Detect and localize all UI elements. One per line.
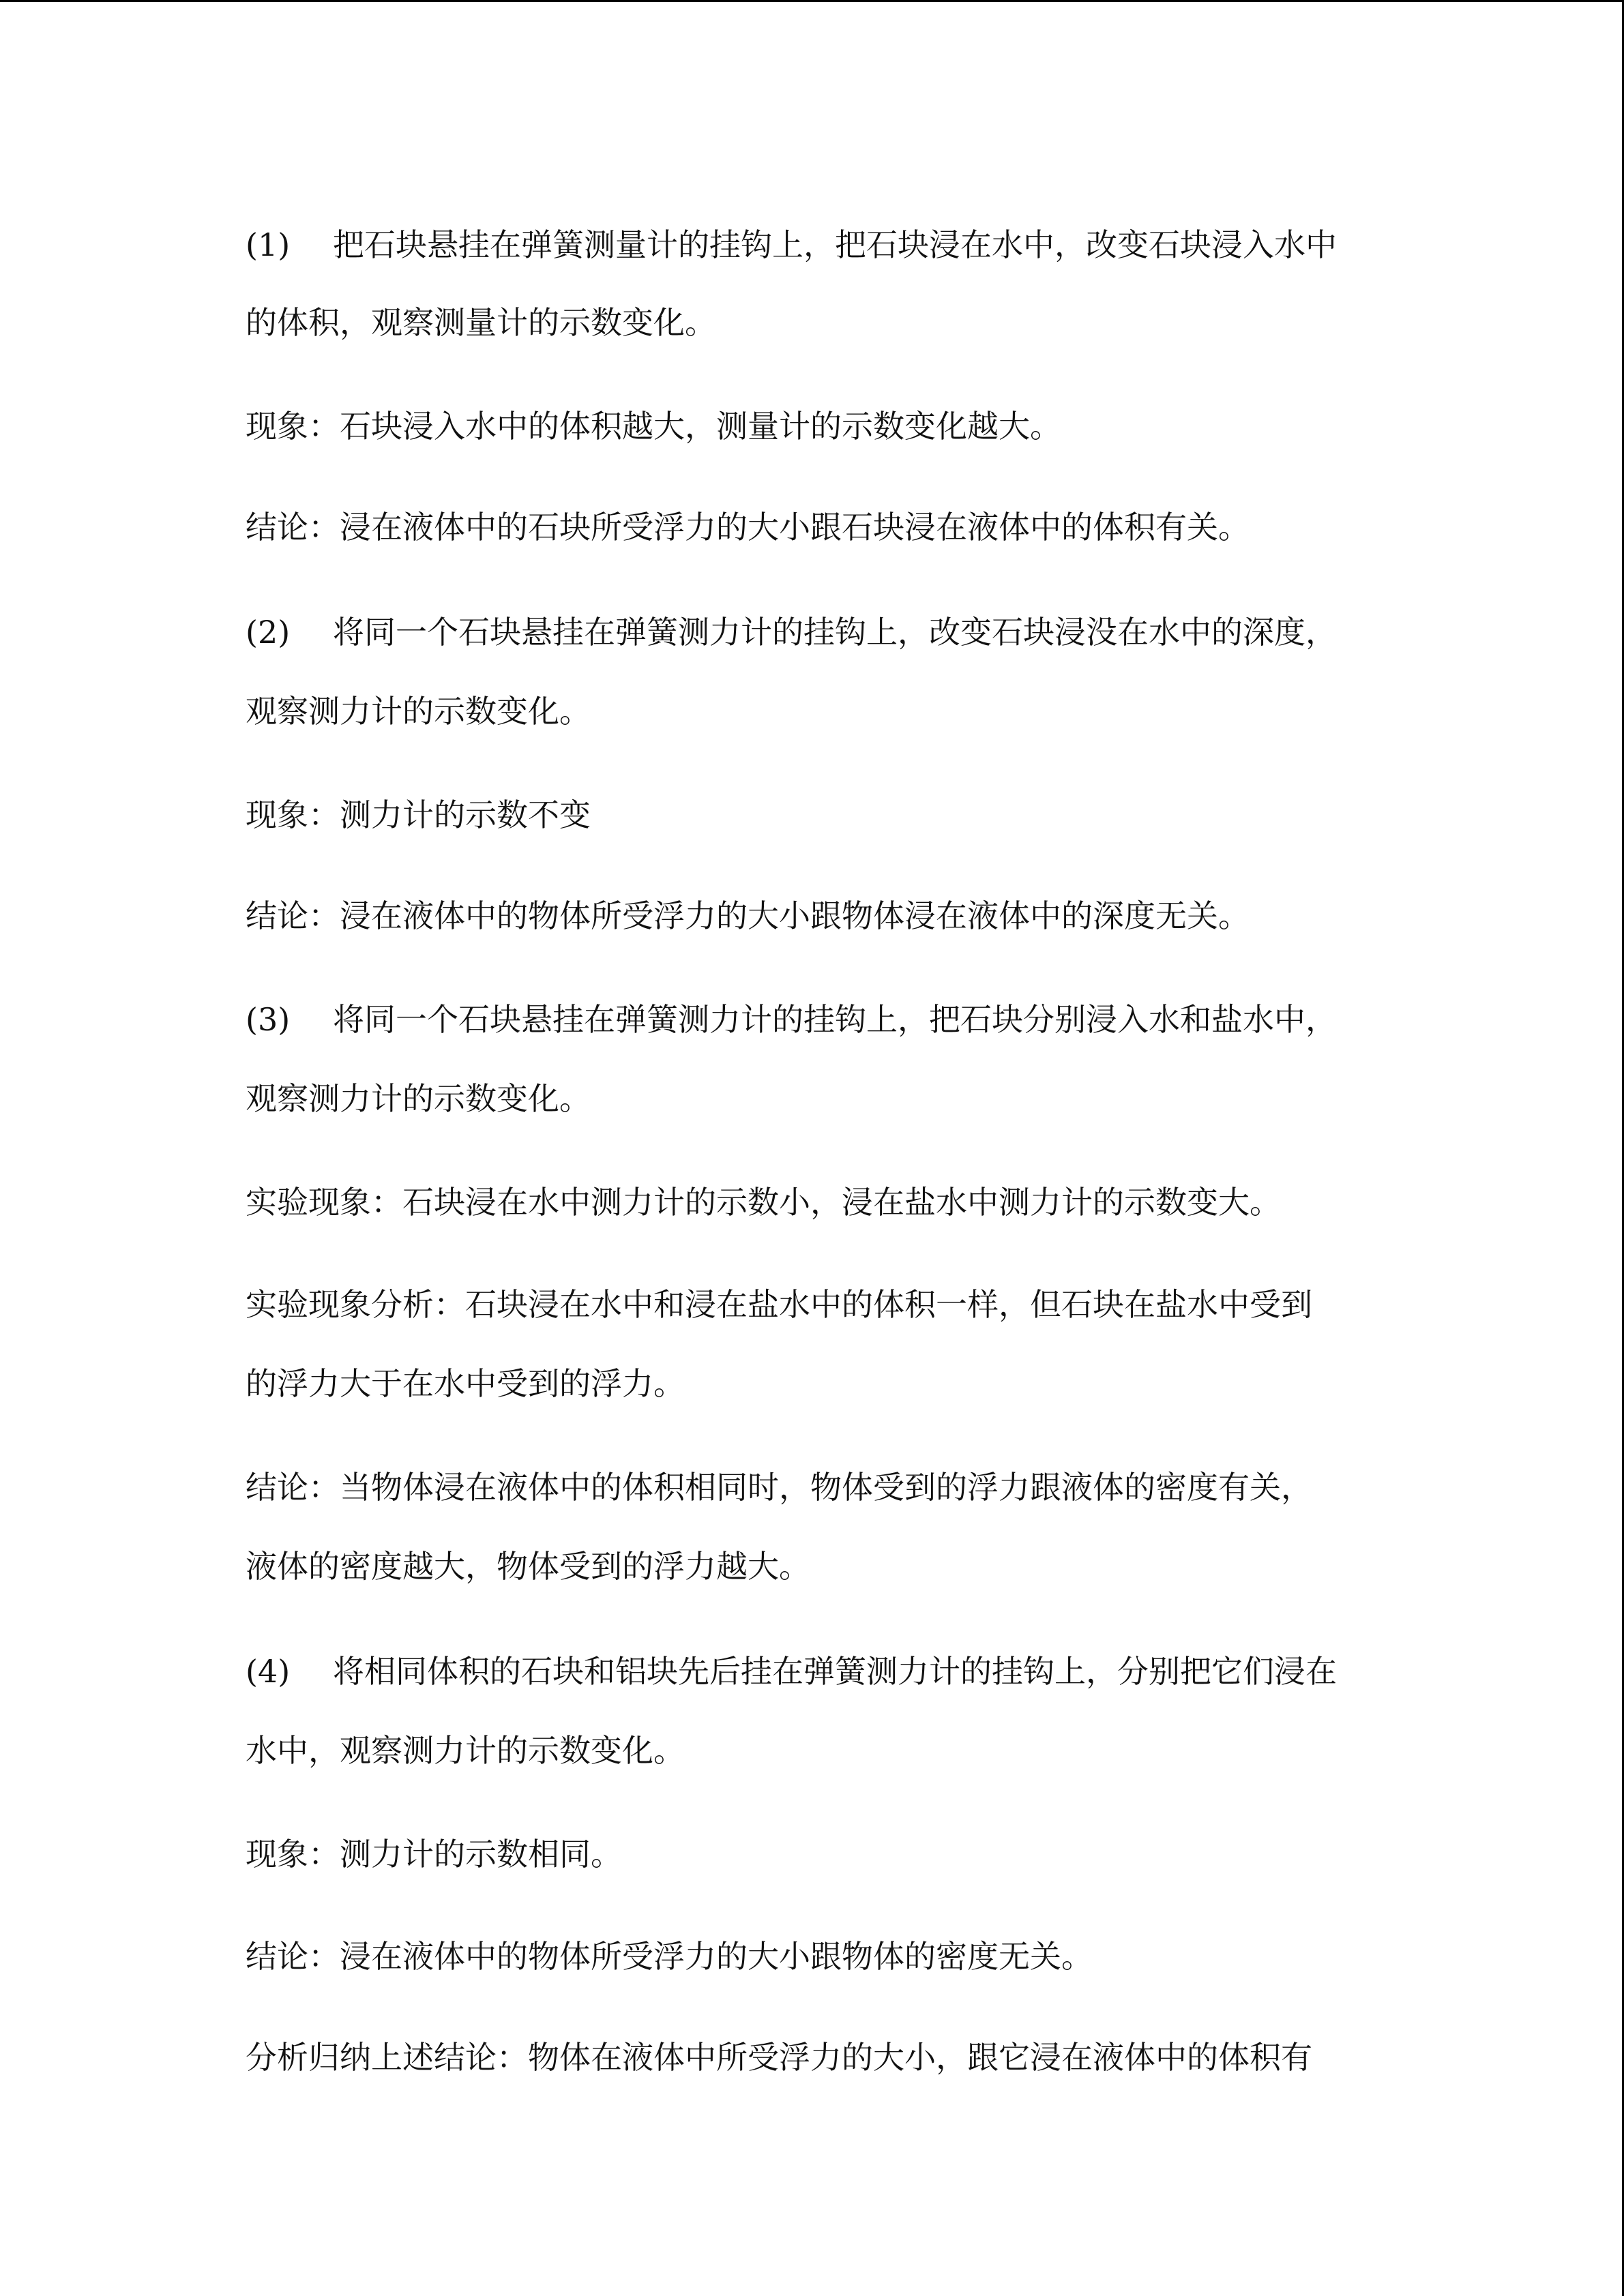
paragraph-text: 将同一个石块悬挂在弹簧测力计的挂钩上，改变石块浸没在水中的深度， xyxy=(333,614,1337,651)
paragraph-line xyxy=(246,1184,1419,1221)
paragraph-line xyxy=(246,1836,1419,1873)
paragraph-text: 观察测力计的示数变化。 xyxy=(246,1080,591,1117)
observation-text: 现象：石块浸入水中的体积越大，测量计的示数变化越大。 xyxy=(246,408,1061,445)
conclusion-text: 结论：浸在液体中的石块所受浮力的大小跟石块浸在液体中的体积有关。 xyxy=(246,509,1250,546)
conclusion-text: 液体的密度越大，物体受到的浮力越大。 xyxy=(246,1548,810,1585)
item-number: (2) xyxy=(246,614,291,651)
analysis-text: 的浮力大于在水中受到的浮力。 xyxy=(246,1365,685,1402)
observation-text: 现象：测力计的示数不变 xyxy=(246,796,591,833)
paragraph-line xyxy=(246,1653,1419,1690)
paragraph-line xyxy=(246,2039,1419,2076)
paragraph-line xyxy=(246,226,1419,263)
observation-text: 现象：测力计的示数相同。 xyxy=(246,1836,622,1873)
paragraph-line xyxy=(246,1365,1419,1402)
item-number: (4) xyxy=(246,1653,291,1690)
paragraph-line xyxy=(246,1732,1419,1769)
conclusion-text: 结论：浸在液体中的物体所受浮力的大小跟物体的密度无关。 xyxy=(246,1938,1093,1975)
paragraph-line xyxy=(246,614,1419,651)
paragraph-line xyxy=(246,1548,1419,1585)
paragraph-line xyxy=(246,1469,1419,1506)
paragraph-line xyxy=(246,1080,1419,1117)
paragraph-line xyxy=(246,304,1419,341)
conclusion-text: 结论：当物体浸在液体中的体积相同时，物体受到的浮力跟液体的密度有关， xyxy=(246,1469,1312,1506)
paragraph-line xyxy=(246,1001,1419,1038)
paragraph-text: 将相同体积的石块和铝块先后挂在弹簧测力计的挂钩上，分别把它们浸在 xyxy=(333,1653,1337,1690)
paragraph-line xyxy=(246,1286,1419,1323)
paragraph-line xyxy=(246,897,1419,934)
paragraph-line xyxy=(246,509,1419,546)
paragraph-text: 的体积，观察测量计的示数变化。 xyxy=(246,304,716,341)
page-top-border xyxy=(0,0,1624,2)
observation-text: 实验现象：石块浸在水中测力计的示数小，浸在盐水中测力计的示数变大。 xyxy=(246,1184,1281,1221)
paragraph-text: 把石块悬挂在弹簧测量计的挂钩上，把石块浸在水中，改变石块浸入水中 xyxy=(333,226,1337,263)
item-number: (1) xyxy=(246,226,291,263)
paragraph-line xyxy=(246,693,1419,730)
paragraph-line xyxy=(246,796,1419,833)
paragraph-text: 水中，观察测力计的示数变化。 xyxy=(246,1732,685,1769)
paragraph-text: 观察测力计的示数变化。 xyxy=(246,693,591,730)
conclusion-text: 结论：浸在液体中的物体所受浮力的大小跟物体浸在液体中的深度无关。 xyxy=(246,897,1250,934)
analysis-text: 实验现象分析：石块浸在水中和浸在盐水中的体积一样，但石块在盐水中受到 xyxy=(246,1286,1312,1323)
summary-text: 分析归纳上述结论：物体在液体中所受浮力的大小，跟它浸在液体中的体积有 xyxy=(246,2039,1312,2076)
paragraph-text: 将同一个石块悬挂在弹簧测力计的挂钩上，把石块分别浸入水和盐水中， xyxy=(333,1001,1337,1038)
paragraph-line xyxy=(246,408,1419,445)
paragraph-line xyxy=(246,1938,1419,1975)
item-number: (3) xyxy=(246,1001,291,1038)
